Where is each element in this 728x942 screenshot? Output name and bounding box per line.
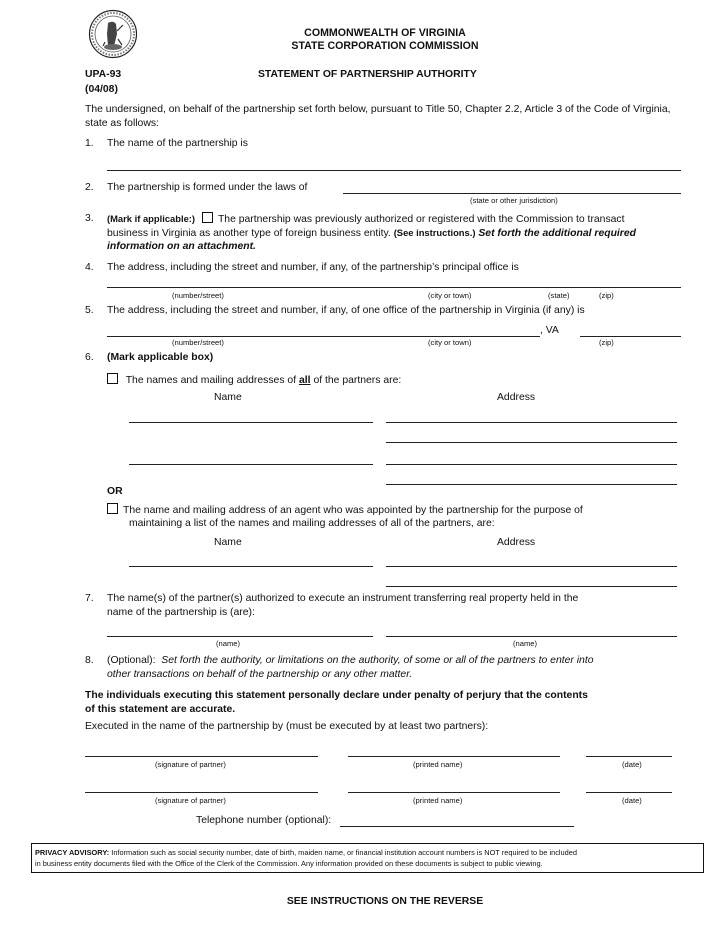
declaration-line-2: of this statement are accurate. [85,704,236,715]
item-7-text-2: name of the partnership is (are): [107,607,255,618]
printed-name-1-caption: (printed name) [413,760,463,769]
virginia-seal-icon [88,9,138,59]
item-5-street-caption: (number/street) [172,338,224,347]
item-6a-address-header: Address [497,392,536,403]
printed-name-1-field[interactable] [348,756,560,757]
item-6-or: OR [107,486,123,497]
signature-2-caption: (signature of partner) [155,796,226,805]
form-title: STATEMENT OF PARTNERSHIP AUTHORITY [258,69,477,80]
signature-2-field[interactable] [85,792,318,793]
item-4-number: 4. [85,262,94,273]
item-7-text-1: The name(s) of the partner(s) authorized to execute an instrument transferring real property held in the [107,593,579,604]
telephone-label: Telephone number (optional): [196,815,332,826]
item-3-number: 3. [85,213,94,224]
printed-name-2-field[interactable] [348,792,560,793]
item-8-text-2: other transactions on behalf of the partnership or any other matter. [107,669,413,680]
printed-name-2-caption: (printed name) [413,796,463,805]
item-6a-name-header: Name [214,392,242,403]
partner-1-name-field[interactable] [129,422,373,423]
item-2-number: 2. [85,182,94,193]
header-commission: STATE CORPORATION COMMISSION [291,40,479,52]
telephone-field[interactable] [340,826,574,827]
item-3-attachment-a: Set forth the additional required [478,228,636,239]
item-5-zip-caption: (zip) [599,338,614,347]
signature-1-field[interactable] [85,756,318,757]
agent-address-field[interactable] [386,566,677,567]
partner-2-name-field[interactable] [129,464,373,465]
partner-2-address-field-2[interactable] [386,484,677,485]
item-6b-checkbox[interactable] [107,503,118,514]
virginia-zip-field[interactable] [580,336,681,337]
item-4-zip-caption: (zip) [599,291,614,300]
item-8-number: 8. [85,655,94,666]
item-3-text-b: business in Virginia as another type of foreign business entity. [107,228,391,239]
item-6b-text-1: The name and mailing address of an agent who was appointed by the partnership for the purpose of [123,505,583,516]
item-3-attachment-b: information on an attachment. [107,241,256,252]
item-6a-text-post: of the partners are: [313,375,402,386]
privacy-advisory-box [31,843,704,873]
item-6b-text-2: maintaining a list of the names and mailing addresses of all of the partners, are: [129,518,495,529]
date-2-caption: (date) [622,796,642,805]
item-5-city-caption: (city or town) [428,338,472,347]
jurisdiction-caption: (state or other jurisdiction) [470,196,558,205]
date-1-caption: (date) [622,760,642,769]
privacy-advisory-label: PRIVACY ADVISORY: [35,848,110,857]
partnership-name-field[interactable] [107,170,681,171]
form-date: (04/08) [85,84,118,95]
item-6-number: 6. [85,352,94,363]
item-5-text: The address, including the street and number, if any, of one office of the partnership in Virginia (if any) is [107,305,585,316]
agent-address-field-2[interactable] [386,586,677,587]
item-4-state-caption: (state) [548,291,570,300]
item-5-number: 5. [85,305,94,316]
authorized-partner-1-field[interactable] [107,636,373,637]
signature-1-caption: (signature of partner) [155,760,226,769]
item-7-name-caption-1: (name) [216,639,241,648]
intro-text: The undersigned, on behalf of the partnership set forth below, pursuant to Title 50, Chapter 2.2, Article 3 of the Code of Virginia, state as follows: [85,104,671,129]
item-6a-all: all [298,375,311,386]
footer-instructions: SEE INSTRUCTIONS ON THE REVERSE [286,896,484,907]
date-2-field[interactable] [586,792,672,793]
item-3-text-a: The partnership was previously authorized or registered with the Commission to transact [217,214,625,225]
item-3-instructions: (See instructions.) [393,227,476,238]
executed-text: Executed in the name of the partnership by (must be executed by at least two partners): [85,721,489,732]
item-6a-checkbox[interactable] [107,373,118,384]
item-6-text: (Mark applicable box) [107,352,214,363]
item-7-number: 7. [85,593,94,604]
header-commonwealth: COMMONWEALTH OF VIRGINIA [304,27,466,39]
item-4-text: The address, including the street and number, if any, of the partnership’s principal office is [107,262,519,273]
item-6b-address-header: Address [497,537,536,548]
date-1-field[interactable] [586,756,672,757]
item-6a-text-pre: The names and mailing addresses of [125,375,297,386]
principal-office-field[interactable] [107,287,681,288]
item-1-text: The name of the partnership is [107,138,248,149]
agent-name-field[interactable] [129,566,373,567]
form-number: UPA-93 [85,69,122,80]
partner-1-address-field-2[interactable] [386,442,677,443]
partner-1-address-field[interactable] [386,422,677,423]
item-3-mark-label: (Mark if applicable:) [107,213,196,224]
privacy-advisory-text-2: in business entity documents filed with the Office of the Clerk of the Commission. Any information provided on these documents is subject to public viewing. [35,859,543,868]
item-4-city-caption: (city or town) [428,291,472,300]
item-3-checkbox[interactable] [202,212,213,223]
item-4-street-caption: (number/street) [172,291,224,300]
item-6b-name-header: Name [214,537,242,548]
item-5-va: , VA [540,325,559,336]
item-7-name-caption-2: (name) [513,639,538,648]
jurisdiction-field[interactable] [343,193,681,194]
item-1-number: 1. [85,138,94,149]
item-8-optional: (Optional): [107,655,156,666]
privacy-advisory-text-1: Information such as social security number, date of birth, maiden name, or financial institution account numbers is NOT required to be included [111,848,577,857]
virginia-office-field[interactable] [107,336,540,337]
partner-2-address-field[interactable] [386,464,677,465]
declaration-line-1: The individuals executing this statement personally declare under penalty of perjury that the contents [85,690,588,701]
authorized-partner-2-field[interactable] [386,636,677,637]
item-8-text-1: Set forth the authority, or limitations on the authority, of some or all of the partners to enter into [161,655,594,666]
item-2-text: The partnership is formed under the laws of [107,182,308,193]
